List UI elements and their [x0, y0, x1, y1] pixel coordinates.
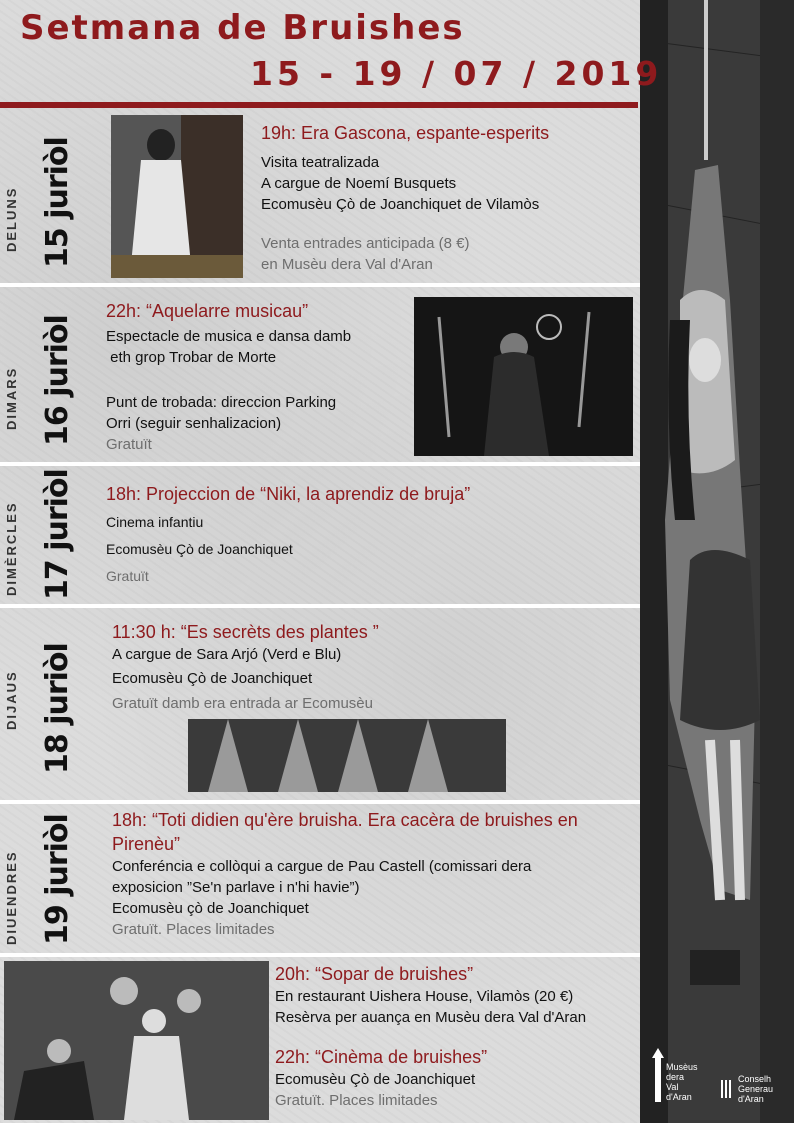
event-heading: 18h: Projeccion de “Niki, la aprendiz de bruja” — [106, 484, 471, 504]
event-line: Espectacle de musica e dansa damb — [106, 328, 352, 345]
hanging-witch-engraving — [640, 0, 794, 1123]
event-note: Gratuït. Places limitades — [275, 1092, 438, 1109]
event-15-juriol — [261, 121, 631, 275]
event-heading: 22h: “Aquelarre musicau” — [106, 301, 309, 321]
event-dates: 15 - 19 / 07 / 2019 — [250, 54, 663, 93]
event-sopar — [275, 962, 635, 1028]
event-line: A cargue de Noemí Busquets — [261, 175, 457, 192]
logo-line: Generau — [738, 1084, 774, 1094]
theatre-photo — [111, 115, 243, 278]
day-name: DIMARS — [4, 366, 19, 430]
aquelarre-photo — [414, 297, 633, 456]
event-line: Cinema infantiu — [106, 514, 204, 530]
title-rule — [0, 102, 638, 108]
event-19-juriol — [112, 808, 632, 940]
page-title: Setmana de Bruishes — [20, 8, 465, 48]
day-name: DIMÈRCLES — [4, 501, 19, 596]
day-date: 18 juriòl — [40, 643, 75, 774]
event-line: Ecomusèu Çò de Joanchiquet de Vilamòs — [261, 196, 540, 213]
event-line: Punt de trobada: direccion Parking — [106, 394, 337, 411]
event-line: Orri (seguir senhalizacion) — [106, 415, 282, 432]
event-16-juriol — [106, 299, 406, 455]
divider — [0, 462, 640, 466]
day-date: 17 juriòl — [40, 469, 75, 600]
event-heading: 20h: “Sopar de bruishes” — [275, 964, 474, 984]
event-note: Gratuït — [106, 436, 152, 453]
divider — [0, 800, 640, 804]
divider — [0, 604, 640, 608]
event-note: Gratuït — [106, 568, 149, 584]
logo-line: Musèus — [666, 1062, 698, 1072]
event-note: Gratuït damb era entrada ar Ecomusèu — [112, 695, 373, 712]
museus-logo-icon — [652, 1048, 664, 1108]
event-line: Conferéncia e collòqui a cargue de Pau Castell (comissari dera — [112, 858, 532, 875]
event-heading: 11:30 h: “Es secrèts des plantes ” — [112, 622, 379, 642]
day-date: 15 juriòl — [40, 137, 75, 268]
day-date: 19 juriòl — [40, 814, 75, 945]
museus-logo-text — [666, 1062, 698, 1102]
event-line: Visita teatralizada — [261, 154, 380, 171]
logo-line: Conselh — [738, 1074, 772, 1084]
logo-line: dera — [666, 1072, 685, 1082]
conselh-logo-text — [738, 1074, 773, 1104]
event-note: en Musèu dera Val d'Aran — [261, 256, 433, 273]
event-heading: 18h: “Toti didien qu'ère bruisha. Era cacèra de bruishes en — [112, 810, 578, 830]
event-cinema — [275, 1045, 635, 1111]
sponsor-logos — [652, 1044, 792, 1112]
event-line: eth grop Trobar de Morte — [106, 349, 277, 366]
day-name: DIJAUS — [4, 670, 19, 730]
event-note: Gratuït. Places limitades — [112, 921, 275, 938]
logo-line: Val — [666, 1082, 679, 1092]
day-date: 16 juriòl — [40, 315, 75, 446]
event-line: Ecomusèu Çò de Joanchiquet — [275, 1071, 476, 1088]
logo-line: d'Aran — [666, 1092, 692, 1102]
event-line: En restaurant Uishera House, Vilamòs (20 €) — [275, 988, 574, 1005]
event-line: Resèrva per auança en Musèu dera Val d'Aran — [275, 1009, 587, 1026]
event-line: Ecomusèu Çò de Joanchiquet — [106, 541, 293, 557]
event-17-juriol — [106, 482, 626, 587]
plants-photo — [188, 719, 506, 792]
event-heading: 22h: “Cinèma de bruishes” — [275, 1047, 488, 1067]
event-note: Venta entrades anticipada (8 €) — [261, 235, 470, 252]
event-heading: Pirenèu” — [112, 834, 181, 854]
event-line: A cargue de Sara Arjó (Verd e Blu) — [112, 646, 342, 663]
day-name: DELUNS — [4, 186, 19, 252]
day-name: DIUENDRES — [4, 850, 19, 945]
logo-line: d'Aran — [738, 1094, 764, 1104]
conselh-logo-icon — [720, 1076, 734, 1098]
witch-trial-engraving — [4, 961, 269, 1120]
event-line: Ecomusèu Çò de Joanchiquet — [112, 670, 313, 687]
divider — [0, 283, 640, 287]
event-heading: 19h: Era Gascona, espante-esperits — [261, 123, 550, 143]
divider — [0, 953, 640, 957]
event-line: Ecomusèu çò de Joanchiquet — [112, 900, 309, 917]
event-18-juriol — [112, 620, 612, 714]
event-line: exposicion ”Se'n parlave i n'hi havie”) — [112, 879, 360, 896]
